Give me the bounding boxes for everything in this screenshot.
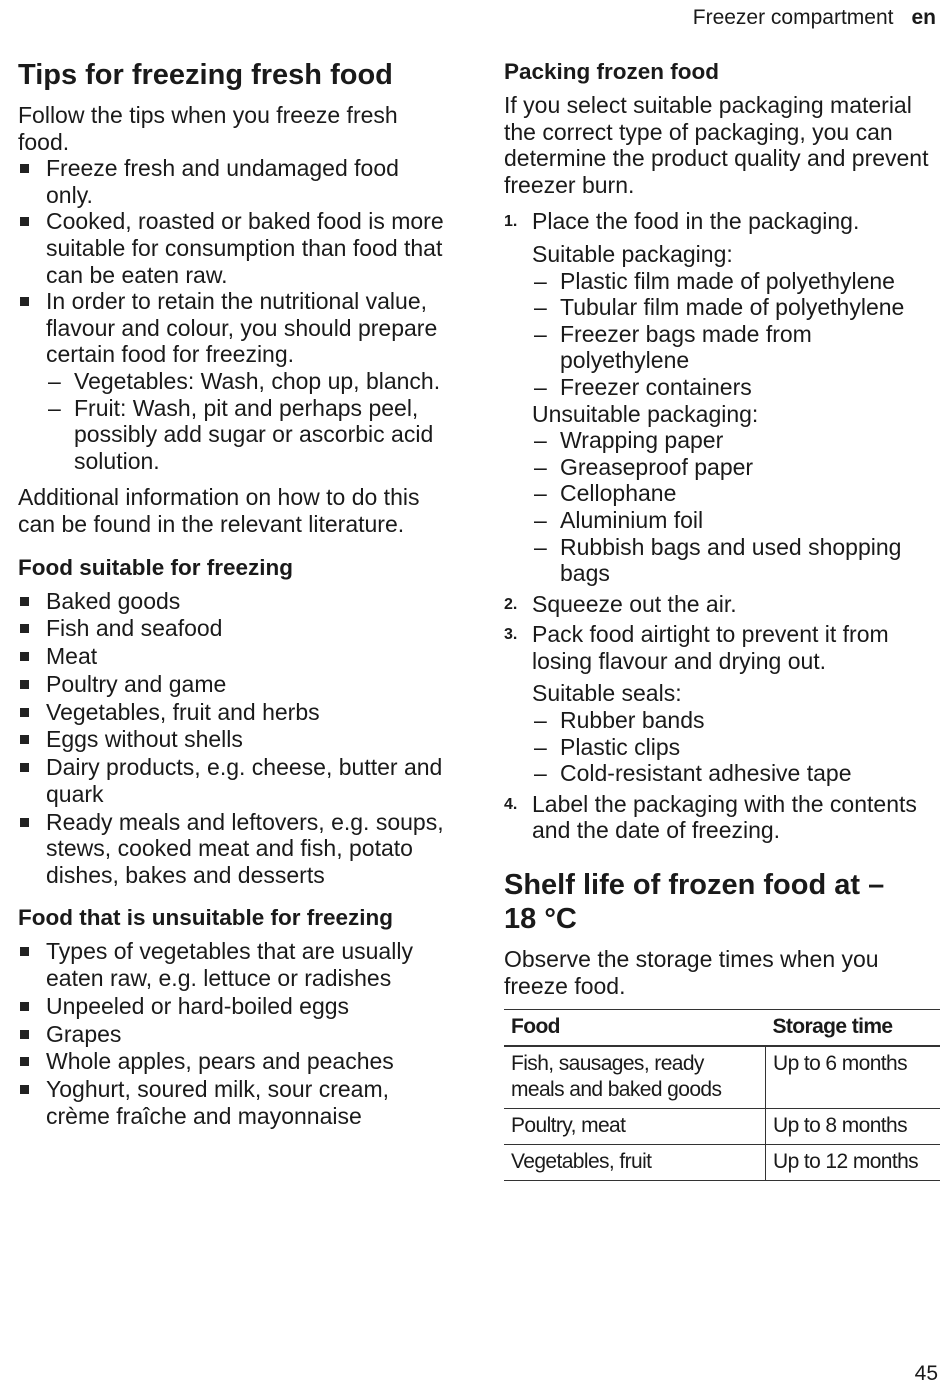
list-item: – Aluminium foil [532,507,940,534]
step-number: 4. [504,795,518,813]
table-header-row [504,1010,940,1047]
step-number: 1. [504,213,518,231]
table-cell: Vegetables, fruit [504,1145,766,1181]
list-item: Types of vegetables that are usually eaten raw, e.g. lettuce or radishes [18,938,450,991]
list-item: – Rubber bands [532,707,940,734]
step-text: Place the food in the packaging. [532,208,860,235]
step-text: Pack food airtight to prevent it from losing flavour and drying out. [532,621,889,674]
table-cell: Fish, sausages, ready meals and baked goods [504,1046,766,1109]
left-column [18,58,450,1130]
table-cell: Up to 12 months [766,1145,941,1181]
tips-list [18,155,450,474]
list-item: – Plastic clips [532,734,940,761]
step-item [504,591,940,618]
suitable-list [18,588,450,889]
step-item [504,791,940,844]
list-item: Poultry and game [18,671,450,698]
table-row [504,1046,940,1109]
table-cell: Poultry, meat [504,1109,766,1145]
packing-steps [504,208,940,844]
step-number: 3. [504,626,518,644]
prep-list [46,368,450,474]
column-header-storage-time: Storage time [766,1010,941,1047]
step-number: 2. [504,595,518,613]
step-text: Squeeze out the air. [532,590,737,617]
list-item: Cooked, roasted or baked food is more suitable for consumption than food that can be eaten raw. [18,208,450,288]
packing-intro: If you select suitable packaging material the correct type of packaging, you can determine the product quality and prevent freezer burn. [504,92,929,198]
header-language: en [911,6,936,29]
list-item: – Cellophane [532,480,940,507]
list-item: – Fruit: Wash, pit and perhaps peel, possibly add sugar or ascorbic acid solution. [46,395,450,475]
shelf-title: Shelf life of frozen food at –18 °C [504,869,885,936]
list-item: – Freezer containers [532,374,940,401]
suitable-title: Food suitable for freezing [18,554,294,580]
column-header-food: Food [504,1010,766,1047]
list-item: Whole apples, pears and peaches [18,1048,450,1075]
page-number: 45 [914,1362,938,1385]
list-item: – Vegetables: Wash, chop up, blanch. [46,368,450,395]
list-item: – Tubular film made of polyethylene [532,294,940,321]
step-item [504,208,940,586]
list-item: – Cold-resistant adhesive tape [532,760,940,787]
table-cell: Up to 8 months [766,1109,941,1145]
shelf-life-table [504,1009,940,1181]
right-column [504,58,940,1181]
tips-additional: Additional information on how to do this can be found in the relevant literature. [18,484,420,537]
list-item: Yoghurt, soured milk, sour cream, crème fraîche and mayonnaise [18,1076,450,1129]
list-item: – Freezer bags made from polyethylene [532,321,940,374]
table-row [504,1109,940,1145]
list-item-text: In order to retain the nutritional value, flavour and colour, you should prepare certain food for freezing. [46,288,438,368]
list-item: Eggs without shells [18,726,450,753]
unsuitable-title: Food that is unsuitable for freezing [18,905,394,931]
tips-intro: Follow the tips when you freeze fresh food. [18,102,398,155]
unsuitable-packaging-label: Unsuitable packaging: [532,400,759,427]
shelf-intro: Observe the storage times when you freeze food. [504,946,879,999]
list-item: Vegetables, fruit and herbs [18,699,450,726]
list-item [18,288,450,474]
suitable-packaging-list [532,268,940,401]
list-item: Grapes [18,1021,450,1048]
list-item: Baked goods [18,588,450,615]
unsuitable-packaging-list [532,427,940,587]
seals-list [532,707,940,787]
list-item: Freeze fresh and undamaged food only. [18,155,450,208]
list-item: Dairy products, e.g. cheese, butter and quark [18,754,450,807]
header-section: Freezer compartment [692,6,894,29]
list-item: Ready meals and leftovers, e.g. soups, stews, cooked meat and fish, potato dishes, bakes and desserts [18,809,450,889]
step-text: Label the packaging with the contents and the date of freezing. [532,790,917,844]
unsuitable-list [18,938,450,1129]
packing-title: Packing frozen food [504,59,720,84]
running-header [693,6,936,30]
tips-title: Tips for freezing fresh food [18,59,393,91]
table-cell: Up to 6 months [766,1046,941,1109]
list-item: – Plastic film made of polyethylene [532,268,940,295]
suitable-packaging-label: Suitable packaging: [532,240,733,267]
step-item [504,621,940,787]
table-row [504,1145,940,1181]
list-item: – Wrapping paper [532,427,940,454]
list-item: – Rubbish bags and used shopping bags [532,534,940,587]
list-item: Meat [18,643,450,670]
list-item: Fish and seafood [18,615,450,642]
list-item: – Greaseproof paper [532,454,940,481]
seals-label: Suitable seals: [532,680,682,707]
list-item: Unpeeled or hard-boiled eggs [18,993,450,1020]
